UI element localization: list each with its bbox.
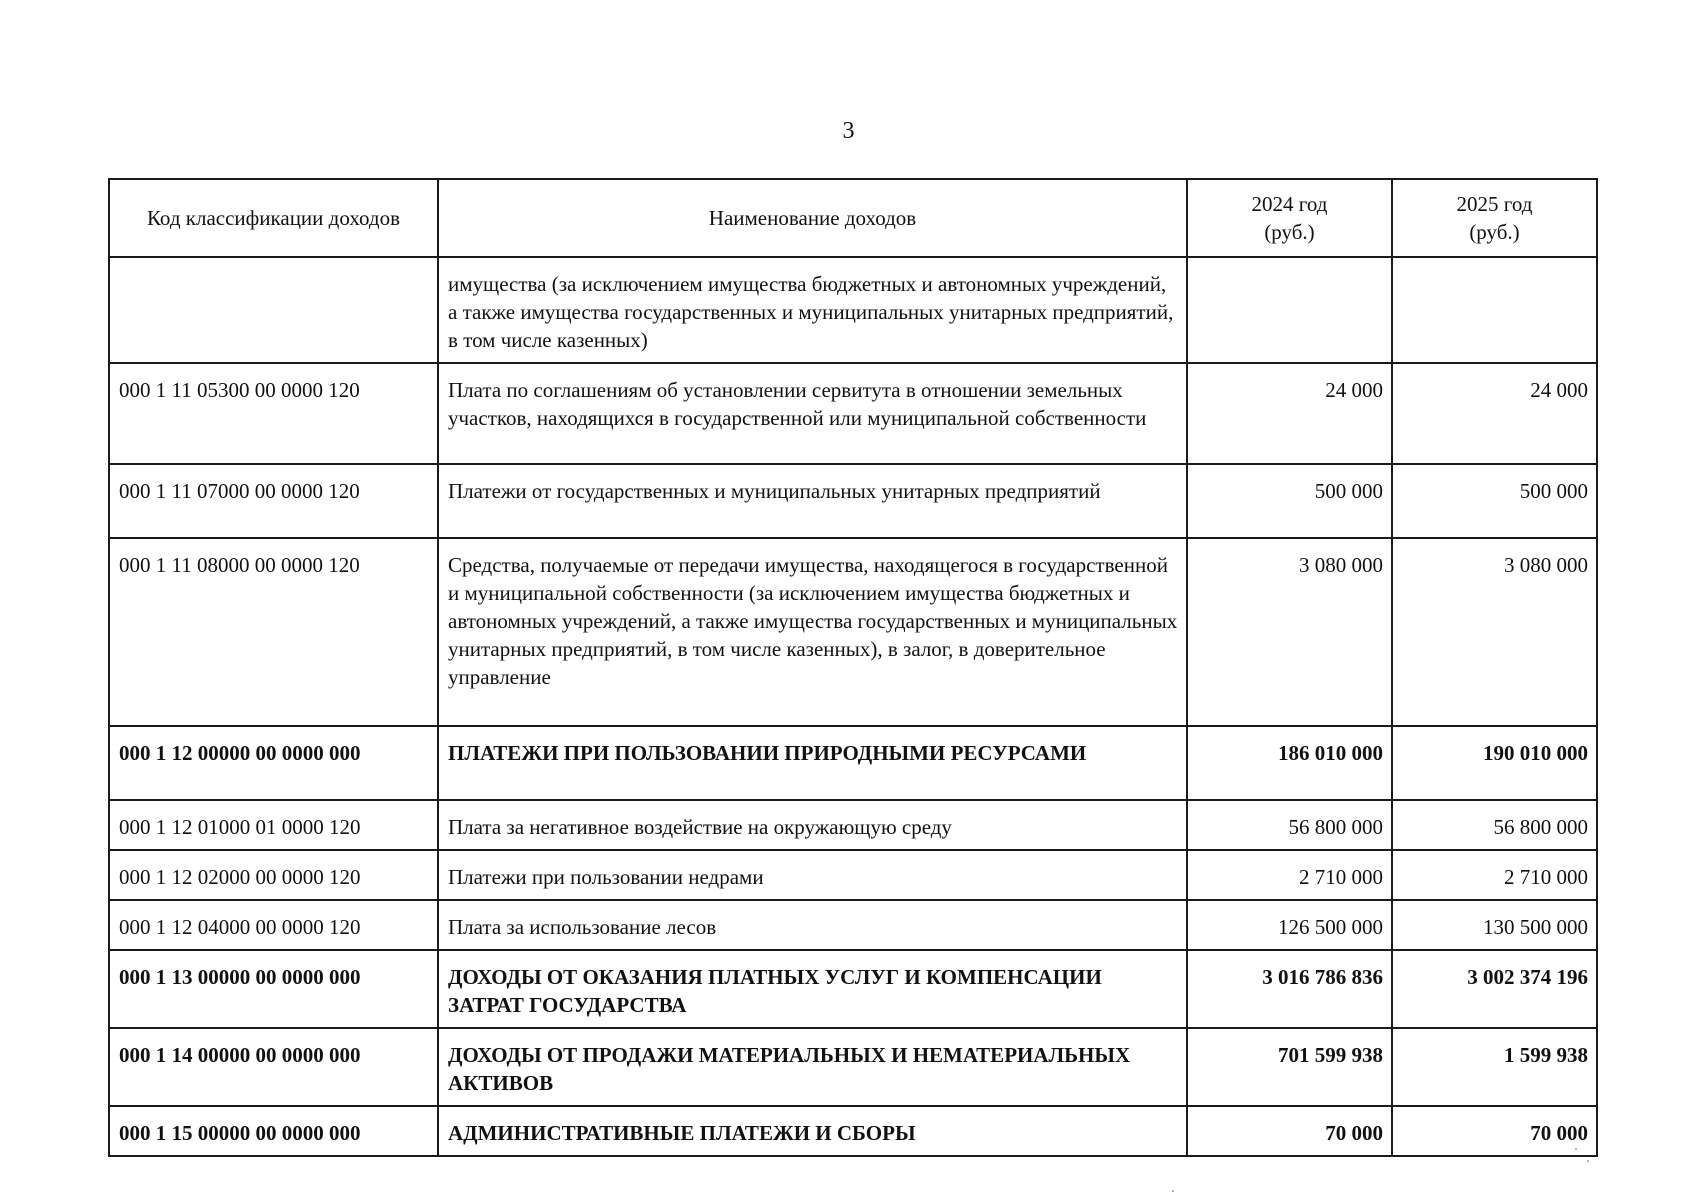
row-2025-value: [1392, 257, 1597, 363]
row-2024-value: 500 000: [1187, 464, 1392, 538]
row-code: 000 1 11 07000 00 0000 120: [109, 464, 438, 538]
row-2024-value: 126 500 000: [1187, 900, 1392, 950]
header-name: Наименование доходов: [438, 179, 1187, 257]
table-row: [109, 257, 1597, 363]
row-name: Средства, получаемые от передачи имущества, находящегося в государственной и муниципальной собственности (за исключением имущества бюджетных и автономных учреждений, а также имущества государственных и муниципальных унитарных предприятий, в том числе казенных), в залог, в доверительное управление: [438, 538, 1187, 726]
row-2025-value: 56 800 000: [1392, 800, 1597, 850]
row-2024-value: 186 010 000: [1187, 726, 1392, 800]
table-row-section: [109, 1106, 1597, 1156]
row-code: 000 1 11 05300 00 0000 120: [109, 363, 438, 464]
row-name: ДОХОДЫ ОТ ОКАЗАНИЯ ПЛАТНЫХ УСЛУГ И КОМПЕНСАЦИИ ЗАТРАТ ГОСУДАРСТВА: [438, 950, 1187, 1028]
row-2025-value: 3 080 000: [1392, 538, 1597, 726]
row-2025-value: 1 599 938: [1392, 1028, 1597, 1106]
row-code: 000 1 12 01000 01 0000 120: [109, 800, 438, 850]
header-2025-unit: (руб.): [1469, 220, 1520, 244]
row-name: Платежи от государственных и муниципальных унитарных предприятий: [438, 464, 1187, 538]
header-2024-year: 2024 год: [1251, 192, 1328, 216]
row-code: 000 1 15 00000 00 0000 000: [109, 1106, 438, 1156]
row-name: имущества (за исключением имущества бюджетных и автономных учреждений, а также имущества государственных и муниципальных унитарных предприятий, в том числе казенных): [438, 257, 1187, 363]
header-2024-unit: (руб.): [1264, 220, 1315, 244]
header-2025: [1392, 179, 1597, 257]
row-code: 000 1 12 04000 00 0000 120: [109, 900, 438, 950]
header-2024: [1187, 179, 1392, 257]
row-2024-value: 24 000: [1187, 363, 1392, 464]
scan-speck: [1575, 1148, 1577, 1150]
row-name: ПЛАТЕЖИ ПРИ ПОЛЬЗОВАНИИ ПРИРОДНЫМИ РЕСУРСАМИ: [438, 726, 1187, 800]
row-2024-value: 70 000: [1187, 1106, 1392, 1156]
row-code: 000 1 11 08000 00 0000 120: [109, 538, 438, 726]
table-row: [109, 464, 1597, 538]
page-number: 3: [842, 118, 855, 144]
table-row: [109, 900, 1597, 950]
row-code: 000 1 13 00000 00 0000 000: [109, 950, 438, 1028]
table-row-section: [109, 726, 1597, 800]
row-2025-value: 500 000: [1392, 464, 1597, 538]
row-name: Плата по соглашениям об установлении сервитута в отношении земельных участков, находящихся в государственной или муниципальной собственности: [438, 363, 1187, 464]
row-2025-value: 24 000: [1392, 363, 1597, 464]
row-name: Плата за использование лесов: [438, 900, 1187, 950]
table-header-row: [109, 179, 1597, 257]
row-2025-value: 3 002 374 196: [1392, 950, 1597, 1028]
row-code: 000 1 12 02000 00 0000 120: [109, 850, 438, 900]
table-row: [109, 800, 1597, 850]
table-row-section: [109, 1028, 1597, 1106]
row-2024-value: 3 016 786 836: [1187, 950, 1392, 1028]
row-code: 000 1 14 00000 00 0000 000: [109, 1028, 438, 1106]
scan-speck: [1172, 1190, 1174, 1192]
table-row: [109, 538, 1597, 726]
scan-speck: [1587, 1160, 1589, 1162]
row-name: ДОХОДЫ ОТ ПРОДАЖИ МАТЕРИАЛЬНЫХ И НЕМАТЕРИАЛЬНЫХ АКТИВОВ: [438, 1028, 1187, 1106]
row-2025-value: 190 010 000: [1392, 726, 1597, 800]
row-2025-value: 2 710 000: [1392, 850, 1597, 900]
row-2024-value: 56 800 000: [1187, 800, 1392, 850]
row-code: [109, 257, 438, 363]
row-name: Плата за негативное воздействие на окружающую среду: [438, 800, 1187, 850]
income-table: [108, 178, 1598, 1157]
header-code: Код классификации доходов: [109, 179, 438, 257]
row-code: 000 1 12 00000 00 0000 000: [109, 726, 438, 800]
table-row: [109, 363, 1597, 464]
row-2025-value: 130 500 000: [1392, 900, 1597, 950]
row-name: АДМИНИСТРАТИВНЫЕ ПЛАТЕЖИ И СБОРЫ: [438, 1106, 1187, 1156]
row-2025-value: 70 000: [1392, 1106, 1597, 1156]
row-2024-value: 2 710 000: [1187, 850, 1392, 900]
row-2024-value: 701 599 938: [1187, 1028, 1392, 1106]
row-name: Платежи при пользовании недрами: [438, 850, 1187, 900]
row-2024-value: 3 080 000: [1187, 538, 1392, 726]
row-2024-value: [1187, 257, 1392, 363]
table-row-section: [109, 950, 1597, 1028]
table-row: [109, 850, 1597, 900]
header-2025-year: 2025 год: [1456, 192, 1533, 216]
